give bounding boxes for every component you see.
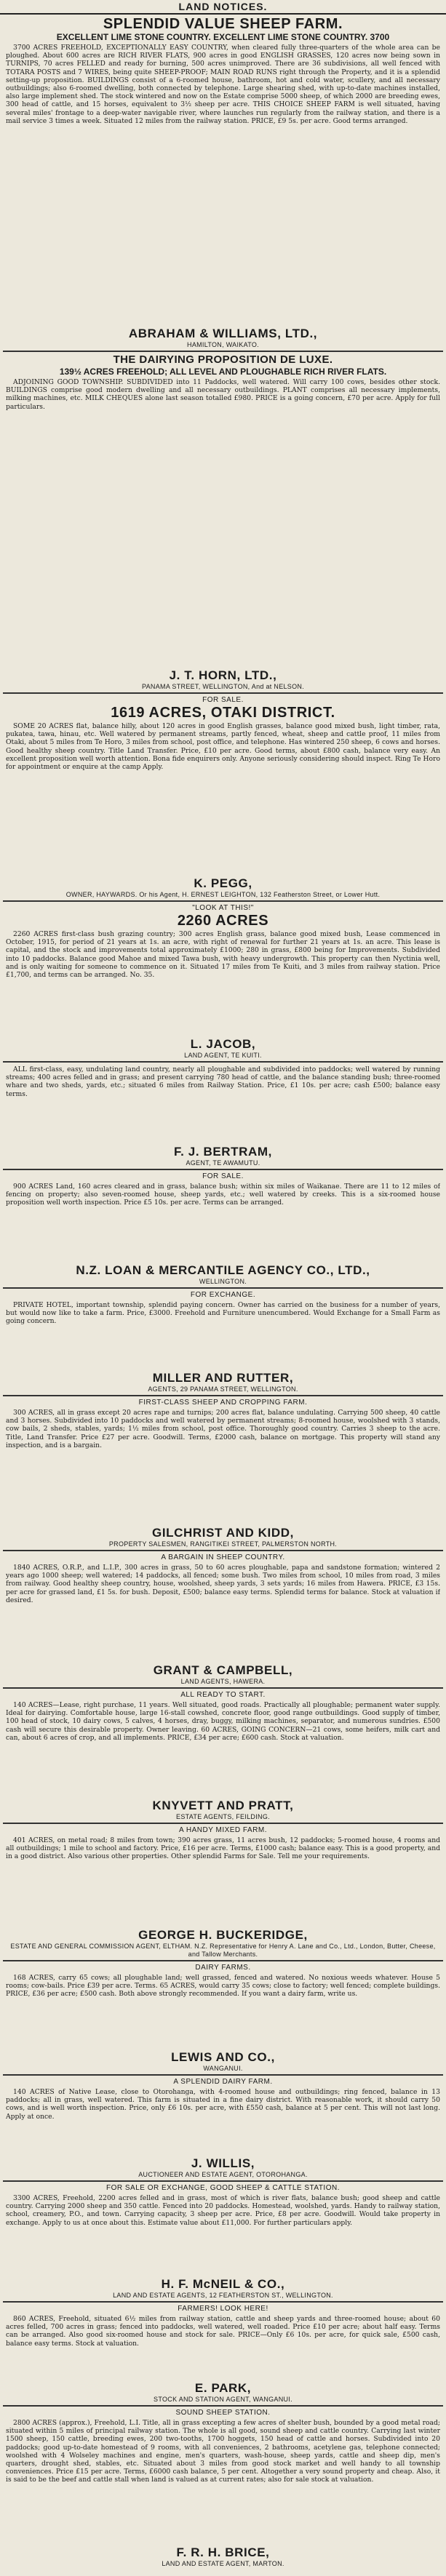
ad-kicker: DAIRY FARMS. xyxy=(195,1964,251,1972)
ad-agent-address: PANAMA STREET, WELLINGTON, And at NELSON. xyxy=(141,683,305,690)
ad-agent-name: E. PARK, xyxy=(194,2381,252,2395)
ad-agent-name: L. JACOB, xyxy=(190,1037,256,1051)
ad-agent-name: H. F. McNEIL & CO., xyxy=(161,2277,285,2291)
ad-body: 140 ACRES—Lease, right purchase, 11 years. Well situated, good roads. Practically all ploughable; permanent water supply. Ideal for dairying. Comfortable house, large 16-stall cowshed, concrete floor, good range outbuildings. Good supply of timber, 100 head of stock, 10 dairy cows, 5 calves, 4 horses, dray, buggy, milking machines, separator, and numerous sundries. £500 cash will secure this desirable property. Owner leaving. 60 ACRES, GOING CONCERN—21 cows, some heifers, milk cart and can, about 6 acres of crop, and all implements. PRICE, £34 per acre; £600 cash. Stock at valuation. xyxy=(6,1701,440,1742)
ad-agent-address: OWNER, HAYWARDS. Or his Agent, H. ERNEST LEIGHTON, 132 Featherston Street, or Lower Hutt. xyxy=(65,891,381,898)
advertisement xyxy=(3,694,443,902)
ad-body: 300 ACRES, all in grass except 20 acres rape and turnips; 200 acres flat, balance undulating. Carrying 500 sheep, 40 cattle and 3 horses. Subdivided into 10 paddocks and well watered by permanent streams; 8-roomed house, woolshed with 3 stands, cow bails, 2 sheds, stables, yards; 1½ miles from school, post office. Thoroughly good country. Carries 3 sheep to the acre. Title, Land Transfer. Price £27 per acre. Goodwill. Terms, £2000 cash, balance on mortgage. This property will stand any inspection, and is a bargain. xyxy=(6,1409,440,1449)
ad-agent-address: ESTATE AND GENERAL COMMISSION AGENT, ELTHAM. N.Z. Representative for Henry A. Lane and Co., Ltd., London, Butter, Cheese, and Tallow Merchants. xyxy=(10,1943,436,1958)
ad-agent-name: K. PEGG, xyxy=(194,876,252,890)
ad-agent-address: HAMILTON, WAIKATO. xyxy=(187,341,259,348)
ad-body: ADJOINING GOOD TOWNSHIP. SUBDIVIDED into 11 Paddocks, well watered. Will carry 100 cows, besides other stock. BUILDINGS comprise good modern dwelling and all necessary outbuildings. PLANT comprises all necessary implements, milking machines, etc. MILK CHEQUES alone last season totalled £980. PRICE is a going concern, £70 per acre. Apply for full particulars. xyxy=(6,378,440,411)
ad-agent-name: MILLER AND RUTTER, xyxy=(152,1371,294,1385)
ad-agent-address: ESTATE AGENTS, FEILDING. xyxy=(176,1813,270,1820)
ad-kicker: FOR SALE OR EXCHANGE, GOOD SHEEP & CATTLE STATION. xyxy=(106,2184,340,2192)
ad-agent-address: LAND AND ESTATE AGENTS, 12 FEATHERSTON ST., WELLINGTON. xyxy=(113,2292,333,2299)
ad-body: 900 ACRES Land, 160 acres cleared and in grass, balance bush; within six miles of Waikanae. There are 11 to 12 miles of fencing on property; also seven-roomed house, sheep yards, etc.; well watered by creeks. This is a six-roomed house proposition well worth inspection. Price £5 10s. per acre. Terms can be arranged. xyxy=(6,1183,440,1207)
ad-agent-name: J. T. HORN, LTD., xyxy=(169,668,277,682)
ad-agent-address: WELLINGTON. xyxy=(199,1278,247,1285)
section-title: LAND NOTICES. xyxy=(0,0,446,15)
advertisement xyxy=(3,902,443,1063)
advertisement xyxy=(3,1824,443,1961)
ad-agent-address: LAND AGENT, TE KUITI. xyxy=(184,1052,262,1059)
ad-subhead: EXCELLENT LIME STONE COUNTRY. EXCELLENT LIME STONE COUNTRY. 3700 xyxy=(56,32,390,42)
advertisement xyxy=(3,2303,443,2407)
ad-agent-name: ABRAHAM & WILLIAMS, LTD., xyxy=(128,327,318,340)
ad-agent-name: F. R. H. BRICE, xyxy=(176,2545,270,2559)
ad-subhead: 139½ ACRES FREEHOLD; ALL LEVEL AND PLOUGHABLE RICH RIVER FLATS. xyxy=(59,367,387,377)
ad-agent-address: LAND AGENTS, HAWERA. xyxy=(180,1678,266,1685)
ad-kicker: "LOOK AT THIS!" xyxy=(192,904,254,912)
advertisement xyxy=(3,1961,443,2076)
ad-agent-name: J. WILLIS, xyxy=(191,2156,255,2170)
ad-headline: 2260 ACRES xyxy=(177,913,269,929)
ad-body: 1840 ACRES, O.R.P., and L.I.P., 300 acres in grass, 50 to 60 acres ploughable, papa and sandstone formation; wintered 2 years ago 1000 sheep; well watered; 14 paddocks, all fenced; some bush. Two miles from school, 10 miles from road, 3 miles from railway. Good healthy sheep country, house, woolshed, sheep yards, 3 sets yards; 16 miles from Hawera. PRICE, £3 15s. per acre for grassed land, £1 5s. for bush. Deposit, £500; balance easy terms. Splendid terms for balance. Stock at valuation if desired. xyxy=(6,1564,440,1604)
ad-kicker: SOUND SHEEP STATION. xyxy=(175,2409,271,2417)
advertisement xyxy=(3,1289,443,1396)
ad-kicker: A HANDY MIXED FARM. xyxy=(178,1826,267,1834)
ad-agent-address: PROPERTY SALESMEN, RANGITIKEI STREET, PALMERSTON NORTH. xyxy=(108,1540,338,1548)
ad-headline: 1619 ACRES, OTAKI DISTRICT. xyxy=(111,705,335,721)
advertisement xyxy=(3,1063,443,1170)
ad-body: ALL first-class, easy, undulating land country, nearly all ploughable and subdivided into paddocks; well watered by running streams; 400 acres felled and in grass; and present carrying 780 head of cattle, and the balance standing bush; three-roomed whare and two sheds, yards, etc.; situated 6 miles from Railway Station. Price, £1 10s. per acre; cash £500; balance easy terms. xyxy=(6,1065,440,1098)
ad-agent-address: STOCK AND STATION AGENT, WANGANUI. xyxy=(154,2396,292,2403)
ad-kicker: FARMERS! LOOK HERE! xyxy=(178,2305,268,2313)
ad-body: PRIVATE HOTEL, important township, splendid paying concern. Owner has carried on the business for a number of years, but would now like to take a farm. Price, £3000. Freehold and Furniture unencumbered. Would Exchange for a Small Farm as going concern. xyxy=(6,1301,440,1326)
ad-body: SOME 20 ACRES flat, balance hilly, about 120 acres in good English grasses, balance good mixed bush, light timber, rata, pukatea, tawa, hinau, etc. Well watered by permanent streams, partly fenced, wheat, sheep and cattle proof, 11 miles from Otaki, about 5 miles from Te Horo, 3 miles from school, post office, and telephone. Has wintered 250 sheep, 6 cows and horses. Good healthy sheep country. Title Land Transfer. Price, £10 per acre. Good terms, about £800 cash, balance very easy. An excellent proposition well worth attention. Bona fide enquirers only. Anyone seriously considering should inspect. Ring Te Horo for appointment or enquire at the camp Apply. xyxy=(6,722,440,772)
ad-agent-address: AGENT, TE AWAMUTU. xyxy=(186,1159,260,1167)
ad-agent-name: LEWIS AND CO., xyxy=(171,2050,275,2064)
ad-kicker: FOR SALE. xyxy=(202,1172,244,1180)
ad-body: 2800 ACRES (approx.), Freehold, L.I. Title, all in grass excepting a few acres of shelter bush, bounded by a good metal road; situated within 5 miles of principal railway station. The whole is all good, sound sheep and cattle country. Carrying last winter 1500 sheep, 150 cattle, breeding ewes, 200 two-tooths, 1700 hoggets, 150 head of cattle and horses. Subdivided into 20 paddocks; good up-to-date homestead of 9 rooms, with all conveniences, 2 bathrooms, acetylene gas, telephone connected; woolshed with 4 Wolseley machines and engine, men's quarters, wash-house, sheep yards, cattle and sheep dip, men's quarters, drought shed, stables, etc. Situated about 3 miles from good stock market and well handy to all township conveniences. Price £15 per acre. Terms, £6000 cash balance, 5 per cent. Altogether a very sound property and cheap. Also, it is said to be the beef and cattle stall when land is valued as at current rates; also for sale stock at valuation. xyxy=(6,2419,440,2484)
ad-kicker: FOR EXCHANGE. xyxy=(190,1291,256,1299)
ad-body: 3300 ACRES, Freehold, 2200 acres felled and in grass, most of which is river flats, balance bush; good sheep and cattle country. Carrying 2000 sheep and 350 cattle. Fenced into 20 paddocks. Homestead, woolshed, yards. Handy to railway station, school, creamery, P.O., and town. Carrying capacity, 3 sheep per acre. Price, £8 per acre. Goodwill. Would take property in exchange. Apply to us at once about this. Estimate value about £11,000. For further particulars apply. xyxy=(6,2194,440,2227)
ad-body: 401 ACRES, on metal road; 8 miles from town; 390 acres grass, 11 acres bush, 12 paddocks; 5-roomed house, 4 rooms and all outbuildings; 1 mile to school and factory. Price, £16 per acre. Terms, £1000 cash; balance easy. This is a good property, and in a good district. Also various other properties. Other splendid Farms for Sale. Tell me your requirements. xyxy=(6,1836,440,1861)
ad-body: 140 ACRES of Native Lease, close to Otorohanga, with 4-roomed house and outbuildings; ring fenced, balance in 13 paddocks; all in grass, well watered. This farm is situated in a fine dairy district. With reasonable work, it should carry 50 cows, and is well worth inspection. Price, only £6 10s. per acre, with £550 cash, balance at 5 per cent. This will not last long. Apply at once. xyxy=(6,2088,440,2121)
ad-body: 2260 ACRES first-class bush grazing country; 300 acres English grass, balance good mixed bush, Lease commenced in October, 1915, for period of 21 years at 1s. an acre, with right of renewal for further 21 years at 1s. an acre. This lease is capital, and the stock and improvements total approximately £1000; 280 in grass, £800 being for Improvements. Subdivided into 10 paddocks. Balance good Mahoe and mixed Tawa bush, with heavy undergrowth. This property can then Nyctinia well, and is only waiting for someone to commence on it. Situated 17 miles from Te Kuiti, and 3 miles from railway station. Price £1,700, and terms can be arranged. No. 35. xyxy=(6,930,440,980)
ad-agent-name: GEORGE H. BUCKERIDGE, xyxy=(138,1928,308,1942)
ad-headline: THE DAIRYING PROPOSITION DE LUXE. xyxy=(113,353,333,366)
ad-kicker: ALL READY TO START. xyxy=(180,1691,266,1699)
ad-agent-name: F. J. BERTRAM, xyxy=(174,1145,272,1159)
advertisement xyxy=(3,2407,443,2569)
ad-body: 860 ACRES, Freehold, situated 6½ miles from railway station, cattle and sheep yards and three-roomed house; about 60 acres felled, 700 acres in grass; fenced into paddocks, well watered, well roaded. Price £10 per acre; about half easy. Terms can be arranged. Also good six-roomed house and stock for sale. PRICE—Only £6 10s. per acre, for quick sale, £500 cash, balance easy terms. Stock at valuation. xyxy=(6,2315,440,2348)
ad-agent-address: AGENTS, 29 PANAMA STREET, WELLINGTON. xyxy=(148,1385,298,1393)
advertisement xyxy=(3,1689,443,1824)
ad-agent-address: AUCTIONEER AND ESTATE AGENT, OTOROHANGA. xyxy=(138,2171,308,2178)
advertisement xyxy=(3,1396,443,1551)
ads-column xyxy=(0,15,446,2569)
ad-headline: SPLENDID VALUE SHEEP FARM. xyxy=(103,16,343,32)
ad-agent-name: GRANT & CAMPBELL, xyxy=(153,1663,293,1677)
ad-body: 168 ACRES, carry 65 cows; all ploughable land; well grassed, fenced and watered. No noxious weeds whatever. House 5 rooms; cow-bails. Price £39 per acre. Terms. 65 ACRES, would carry 35 cows; close to factory; well fenced; complete buildings. PRICE, £36 per acre; £500 cash. Both above strongly recommended. If you want a dairy farm, write us. xyxy=(6,1974,440,1999)
ad-kicker: A BARGAIN IN SHEEP COUNTRY. xyxy=(161,1553,285,1561)
advertisement xyxy=(3,15,443,352)
ad-kicker: FIRST-CLASS SHEEP AND CROPPING FARM. xyxy=(138,1399,308,1407)
advertisement xyxy=(3,1170,443,1289)
ad-kicker: FOR SALE. xyxy=(202,696,244,704)
advertisement xyxy=(3,2182,443,2303)
ad-agent-address: LAND AND ESTATE AGENT, MARTON. xyxy=(162,2560,284,2567)
ad-agent-name: GILCHRIST AND KIDD, xyxy=(152,1526,294,1540)
advertisement xyxy=(3,352,443,694)
ad-agent-address: WANGANUI. xyxy=(203,2065,243,2072)
ad-kicker: A SPLENDID DAIRY FARM. xyxy=(173,2078,273,2086)
advertisement xyxy=(3,1551,443,1689)
ad-agent-name: N.Z. LOAN & MERCANTILE AGENCY CO., LTD., xyxy=(76,1263,370,1277)
advertisement xyxy=(3,2076,443,2182)
ad-agent-name: KNYVETT AND PRATT, xyxy=(152,1799,294,1812)
ad-body: 3700 ACRES FREEHOLD, EXCEPTIONALLY EASY COUNTRY, when cleared fully three-quarters of the whole area can be ploughed. About 600 acres are RICH RIVER FLATS, 900 acres in good ENGLISH GRASSES, 120 acres now being sown in TURNIPS, 70 acres FELLED and ready for burning, 500 acres unimproved. There are 36 subdivisions, all well fenced with TOTARA POSTS and 7 WIRES, being quite SHEEP-PROOF; MAIN ROAD RUNS right through the Property, and it is a splendid setting-up proposition. BUILDINGS consist of a 6-roomed house, bathroom, hot and cold water, scullery, and all necessary outbuildings; also 6-roomed dwelling, both connected by telephone. Large shearing shed, with up-to-date machines installed, also large implement shed. The stock wintered and now on the Estate comprise 5000 sheep, of which 2000 are breeding ewes, 300 head of cattle, and 15 horses, equivalent to 3½ sheep per acre. THIS CHOICE SHEEP FARM is well situated, having several miles' frontage to a deep-water navigable river, where launches run regularly from the railway station, and there is a mail service 3 times a week. Situated 12 miles from the railway station. PRICE, £9 5s. per acre. Good terms arranged. xyxy=(6,44,440,125)
